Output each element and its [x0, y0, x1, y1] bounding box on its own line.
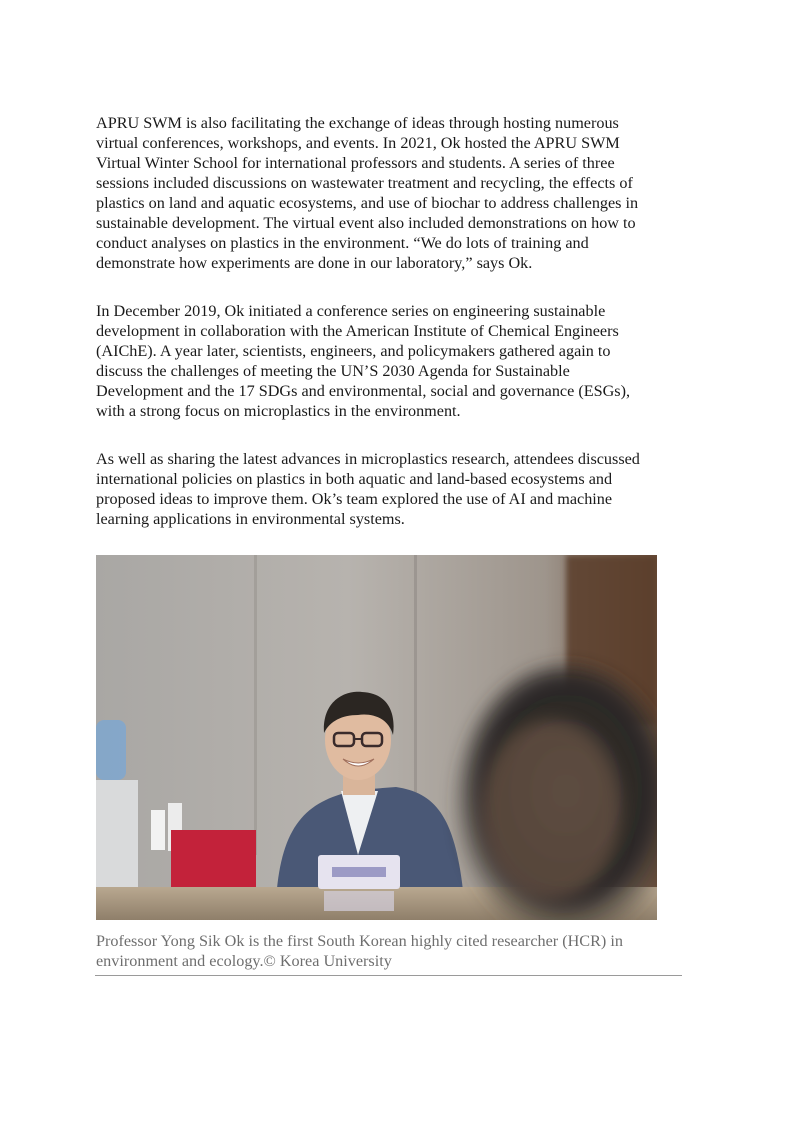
text-line: sustainable development. The virtual event also included demonstrations on how to — [96, 214, 636, 232]
text-line: demonstrate how experiments are done in our laboratory,” says Ok. — [96, 254, 533, 272]
article-body — [96, 113, 686, 529]
text-line: learning applications in environmental systems. — [96, 510, 405, 528]
text-line: Development and the 17 SDGs and environmental, social and governance (ESGs), — [96, 382, 631, 400]
text-line: discuss the challenges of meeting the UN’S 2030 Agenda for Sustainable — [96, 362, 570, 380]
paragraph-3 — [96, 449, 686, 529]
text-line: proposed ideas to improve them. Ok’s team explored the use of AI and machine — [96, 490, 613, 508]
text-line: Virtual Winter School for international professors and students. A series of three — [96, 154, 615, 172]
caption-divider — [95, 975, 682, 976]
text-line: In December 2019, Ok initiated a conference series on engineering sustainable — [96, 302, 606, 320]
photo-caption — [96, 931, 686, 971]
text-line: development in collaboration with the American Institute of Chemical Engineers — [96, 322, 619, 340]
text-line: with a strong focus on microplastics in the environment. — [96, 402, 461, 420]
caption-line: environment and ecology.© Korea University — [96, 952, 392, 970]
paragraph-2 — [96, 301, 686, 421]
text-line: sessions included discussions on wastewater treatment and recycling, the effects of — [96, 174, 633, 192]
text-line: international policies on plastics in both aquatic and land-based ecosystems and — [96, 470, 613, 488]
text-line: conduct analyses on plastics in the environment. “We do lots of training and — [96, 234, 589, 252]
text-line: APRU SWM is also facilitating the exchange of ideas through hosting numerous — [96, 114, 619, 132]
text-line: (AIChE). A year later, scientists, engineers, and policymakers gathered again to — [96, 342, 611, 360]
text-line: virtual conferences, workshops, and events. In 2021, Ok hosted the APRU SWM — [96, 134, 620, 152]
paragraph-1 — [96, 113, 686, 273]
text-line: As well as sharing the latest advances in microplastics research, attendees discussed — [96, 450, 640, 468]
text-line: plastics on land and aquatic ecosystems, and use of biochar to address challenges in — [96, 194, 639, 212]
caption-line: Professor Yong Sik Ok is the first South Korean highly cited researcher (HCR) in — [96, 932, 623, 950]
professor-photo — [96, 555, 657, 920]
